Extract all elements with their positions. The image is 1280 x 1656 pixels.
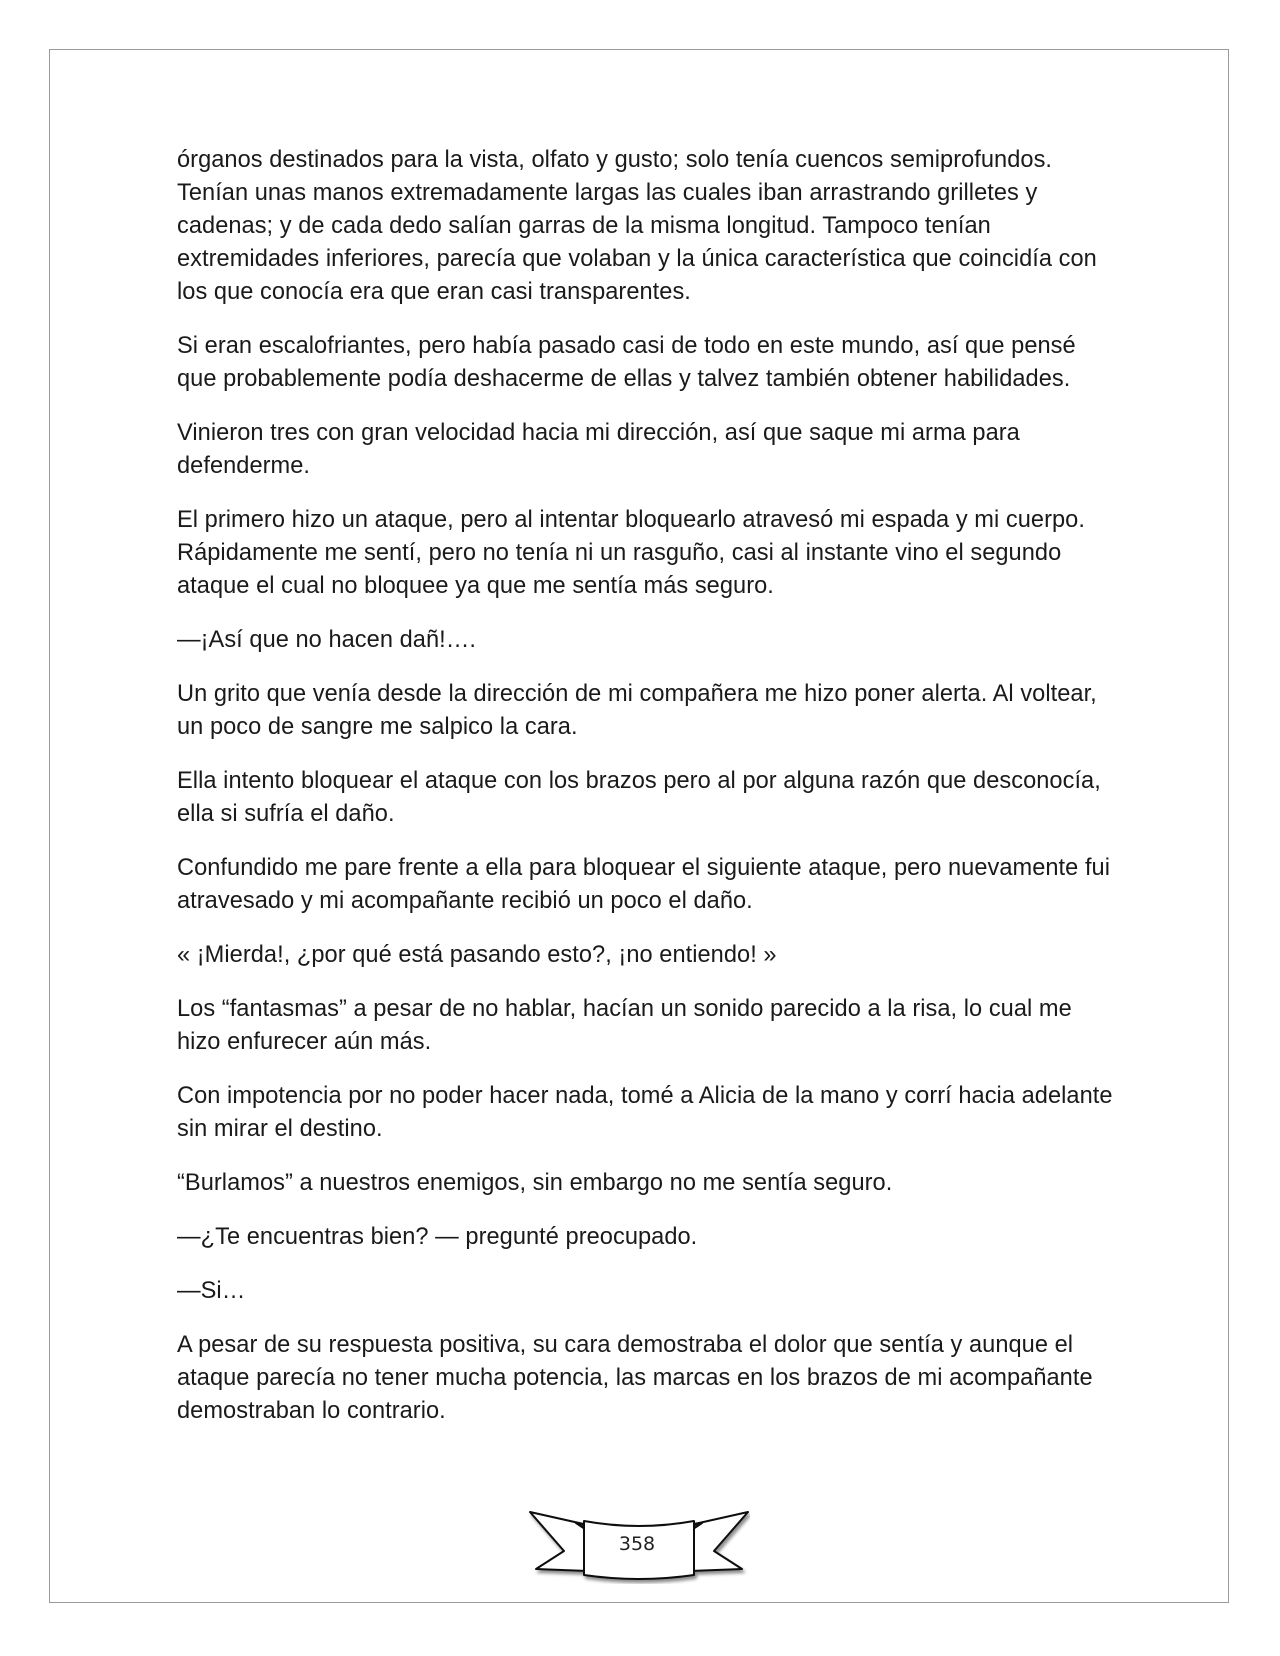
dialogue-line: —¿Te encuentras bien? — pregunté preocupado. — [177, 1224, 698, 1250]
paragraph: Si eran escalofriantes, pero había pasado casi de todo en este mundo, así que pensé que probablemente podía deshacerme de ellas y talvez también obtener habilidades. — [177, 333, 1076, 392]
page-body — [177, 144, 1117, 1449]
page-number-ribbon — [528, 1509, 750, 1584]
paragraph: Confundido me pare frente a ella para bloquear el siguiente ataque, pero nuevamente fui atravesado y mi acompañante recibió un poco el daño. — [177, 855, 1111, 914]
page-number: 358 — [618, 1533, 656, 1555]
inner-thought: « ¡Mierda!, ¿por qué está pasando esto?, ¡no entiendo! » — [177, 942, 777, 968]
paragraph: Un grito que venía desde la dirección de mi compañera me hizo poner alerta. Al voltear, un poco de sangre me salpico la cara. — [177, 681, 1097, 740]
paragraph: Los “fantasmas” a pesar de no hablar, hacían un sonido parecido a la risa, lo cual me hizo enfurecer aún más. — [177, 996, 1072, 1055]
paragraph: El primero hizo un ataque, pero al intentar bloquearlo atravesó mi espada y mi cuerpo. Rápidamente me sentí, pero no tenía ni un rasguño, casi al instante vino el segundo ataque el cual no bloquee ya que me sentía más seguro. — [177, 507, 1085, 599]
paragraph: “Burlamos” a nuestros enemigos, sin embargo no me sentía seguro. — [177, 1170, 893, 1196]
paragraph: Ella intento bloquear el ataque con los brazos pero al por alguna razón que desconocía, ella si sufría el daño. — [177, 768, 1101, 827]
paragraph: Con impotencia por no poder hacer nada, tomé a Alicia de la mano y corrí hacia adelante sin mirar el destino. — [177, 1083, 1113, 1142]
paragraph: órganos destinados para la vista, olfato y gusto; solo tenía cuencos semiprofundos. Tenían unas manos extremadamente largas las cuales iban arrastrando grilletes y cadenas; y de cada dedo salían garras de la misma longitud. Tampoco tenían extremidades inferiores, parecía que volaban y la única característica que coincidía con los que conocía era que eran casi transparentes. — [177, 147, 1097, 305]
paragraph: Vinieron tres con gran velocidad hacia mi dirección, así que saque mi arma para defenderme. — [177, 420, 1020, 479]
paragraph: A pesar de su respuesta positiva, su cara demostraba el dolor que sentía y aunque el ataque parecía no tener mucha potencia, las marcas en los brazos de mi acompañante demostraban lo contrario. — [177, 1332, 1093, 1424]
dialogue-line: —Si… — [177, 1278, 246, 1304]
dialogue-line: —¡Así que no hacen dañ!…. — [177, 627, 476, 653]
